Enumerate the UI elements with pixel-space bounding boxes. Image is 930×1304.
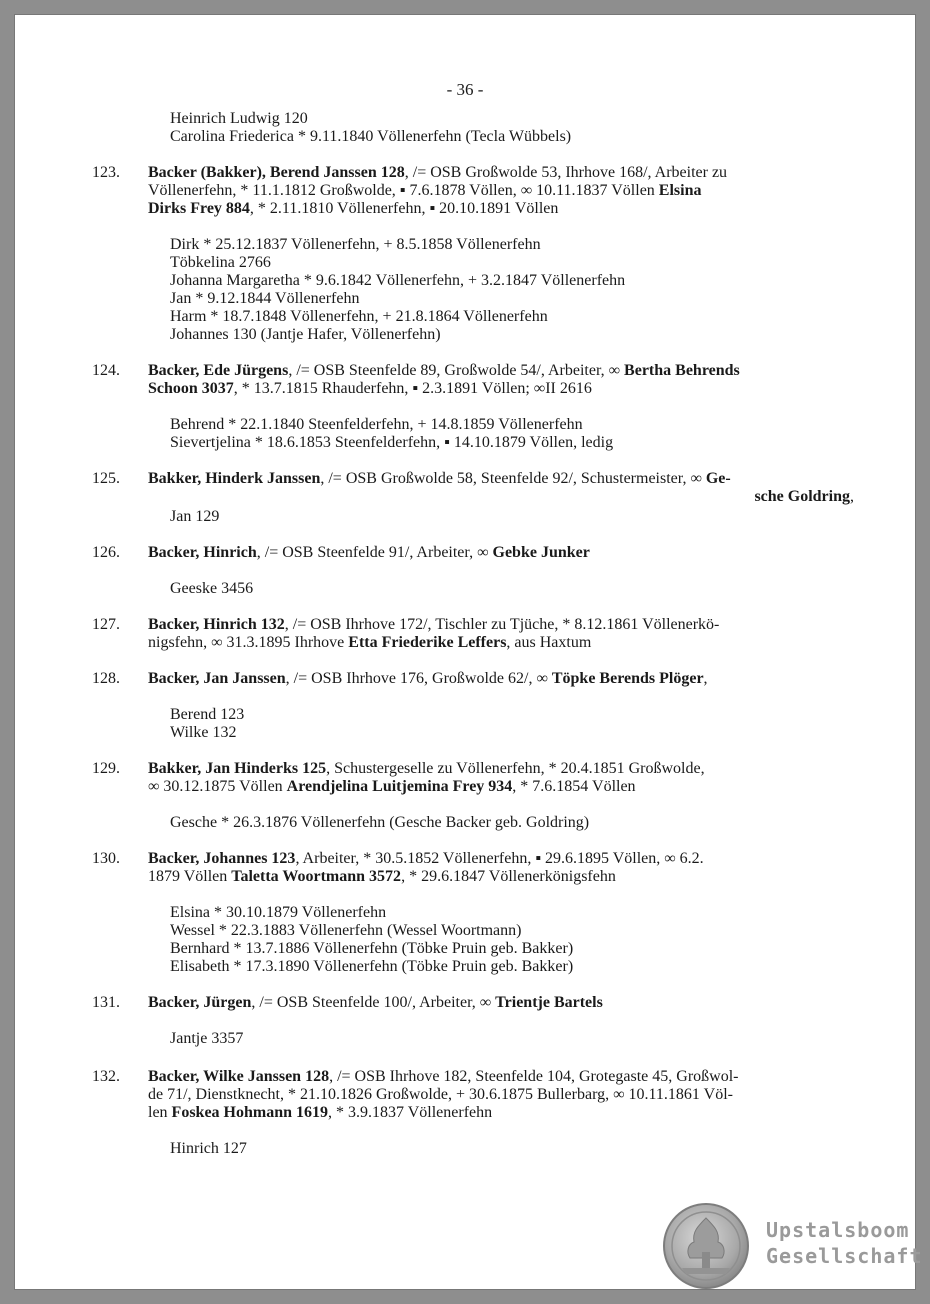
entry-text: , /= OSB Steenfelde 91/, Arbeiter, ∞ [256,544,493,561]
spouse-name: Schoon 3037 [148,380,234,397]
entry-line [754,488,854,506]
entry-name: Backer (Bakker), Berend Janssen 128 [148,164,405,181]
spouse-name: Foskea Hohmann 1619 [171,1104,329,1121]
child-line: Wessel * 22.3.1883 Völlenerfehn (Wessel Woortmann) [170,922,522,939]
entry-text: , [703,670,708,687]
child-line: Carolina Friederica * 9.11.1840 Völlenerfehn (Tecla Wübbels) [170,128,572,145]
entry-name: Backer, Wilke Janssen 128 [148,1068,330,1085]
entry-text: , /= OSB Steenfelde 89, Großwolde 54/, Arbeiter, ∞ [288,362,625,379]
spouse-name: Bertha Behrends [624,362,740,379]
entry-line [148,994,603,1012]
entry-name: Backer, Jan Janssen [148,670,286,687]
entry-text: , * 2.11.1810 Völlenerfehn, ▪ 20.10.1891 Völlen [249,200,559,217]
child-line: Johanna Margaretha * 9.6.1842 Völlenerfehn, + 3.2.1847 Völlenerfehn [170,272,626,289]
child-line: Töbkelina 2766 [170,254,271,271]
entry-number: 123. [92,164,120,181]
entry-line [148,850,704,868]
child-line: Gesche * 26.3.1876 Völlenerfehn (Gesche Backer geb. Goldring) [170,814,590,831]
child-line: Jan * 9.12.1844 Völlenerfehn [170,290,360,307]
spouse-name: Taletta Woortmann 3572 [231,868,402,885]
entry-line [148,362,740,380]
entry-line [148,1104,492,1122]
entry-line [148,778,636,796]
entry-text: , /= OSB Ihrhove 176, Großwolde 62/, ∞ [285,670,552,687]
entry-text: , Arbeiter, * 30.5.1852 Völlenerfehn, ▪ 29.6.1895 Völlen, ∞ 6.2. [295,850,704,867]
entry-line [148,616,719,634]
entry-number: 127. [92,616,120,633]
entry-name: Bakker, Hinderk Janssen [148,470,321,487]
entry-line [148,544,590,562]
spouse-name: Töpke Berends Plöger [551,670,704,687]
entry-line [148,1068,738,1086]
entry-text: , /= OSB Großwolde 53, Ihrhove 168/, Arbeiter zu [404,164,728,181]
society-name-line1: Upstalsboom [766,1218,910,1242]
page-number: - 36 - [446,80,484,99]
entry-number: 131. [92,994,120,1011]
entry-number: 132. [92,1068,120,1085]
child-line: Berend 123 [170,706,245,723]
entry-text: ∞ 30.12.1875 Völlen [148,778,287,795]
seal-logo-icon [662,1202,750,1290]
entry-line [148,670,708,688]
spouse-name: Gebke Junker [492,544,590,561]
entry-text: , * 29.6.1847 Völlenerkönigsfehn [401,868,616,885]
child-line: Heinrich Ludwig 120 [170,110,308,127]
child-line: Bernhard * 13.7.1886 Völlenerfehn (Töbke Pruin geb. Bakker) [170,940,574,957]
child-line: Johannes 130 (Jantje Hafer, Völlenerfehn) [170,326,441,343]
entry-text: , /= OSB Ihrhove 182, Steenfelde 104, Grotegaste 45, Großwol- [329,1068,739,1085]
child-line: Sievertjelina * 18.6.1853 Steenfelderfehn, ▪ 14.10.1879 Völlen, ledig [170,434,614,451]
child-line: Hinrich 127 [170,1140,247,1157]
child-line: Jantje 3357 [170,1030,244,1047]
spouse-name: Etta Friederike Leffers [348,634,507,651]
entry-number: 125. [92,470,120,487]
entry-number: 129. [92,760,120,777]
society-name-line2: Gesellschaft [766,1244,923,1268]
child-line: Behrend * 22.1.1840 Steenfelderfehn, + 14.8.1859 Völlenerfehn [170,416,583,433]
entry-text: , /= OSB Großwolde 58, Steenfelde 92/, Schustermeister, ∞ [320,470,706,487]
child-line: Geeske 3456 [170,580,254,597]
child-line: Dirk * 25.12.1837 Völlenerfehn, + 8.5.1858 Völlenerfehn [170,236,541,253]
spouse-name: Elsina [658,182,702,199]
entry-name: Backer, Hinrich [148,544,257,561]
entry-line [148,182,701,200]
entry-text: , aus Haxtum [506,634,592,651]
entry-line [148,760,705,778]
child-line: Jan 129 [170,508,220,525]
child-line: Elisabeth * 17.3.1890 Völlenerfehn (Töbke Pruin geb. Bakker) [170,958,574,975]
spouse-name: Arendjelina Luitjemina Frey 934 [286,778,513,795]
entry-text: , [850,488,854,505]
entry-number: 126. [92,544,120,561]
entry-text: Völlenerfehn, * 11.1.1812 Großwolde, ▪ 7.6.1878 Völlen, ∞ 10.11.1837 Völlen [148,182,659,199]
entry-number: 124. [92,362,120,379]
entry-text: , /= OSB Ihrhove 172/, Tischler zu Tjüche, * 8.12.1861 Völlenerkö- [284,616,720,633]
entry-text: , Schustergeselle zu Völlenerfehn, * 20.4.1851 Großwolde, [326,760,705,777]
entry-line [148,868,616,886]
entry-name: Backer, Ede Jürgens [148,362,289,379]
entry-name: Bakker, Jan Hinderks 125 [148,760,327,777]
entry-text: 1879 Völlen [148,868,232,885]
entry-text: len [148,1104,172,1121]
document-page [14,14,923,1290]
spouse-name: sche Goldring [754,488,850,505]
entry-text: , * 7.6.1854 Völlen [512,778,636,795]
entry-line: de 71/, Dienstknecht, * 21.10.1826 Großwolde, + 30.6.1875 Bullerbarg, ∞ 10.11.1861 Völ- [148,1086,733,1103]
entry-line [148,470,731,488]
entry-name: Backer, Johannes 123 [148,850,296,867]
entry-text: , /= OSB Steenfelde 100/, Arbeiter, ∞ [251,994,496,1011]
entry-line [148,164,727,182]
child-line: Harm * 18.7.1848 Völlenerfehn, + 21.8.1864 Völlenerfehn [170,308,548,325]
entry-line [148,380,592,398]
spouse-name: Trientje Bartels [495,994,603,1011]
entry-number: 128. [92,670,120,687]
entry-text: nigsfehn, ∞ 31.3.1895 Ihrhove [148,634,349,651]
entry-text: , * 3.9.1837 Völlenerfehn [328,1104,493,1121]
entry-number: 130. [92,850,120,867]
entry-name: Backer, Hinrich 132 [148,616,285,633]
spouse-name: Dirks Frey 884 [148,200,250,217]
child-line: Elsina * 30.10.1879 Völlenerfehn [170,904,387,921]
spouse-name: Ge- [705,470,731,487]
entry-line [148,200,558,218]
entry-line [148,634,591,652]
entry-name: Backer, Jürgen [148,994,252,1011]
child-line: Wilke 132 [170,724,237,741]
entry-text: , * 13.7.1815 Rhauderfehn, ▪ 2.3.1891 Völlen; ∞II 2616 [233,380,592,397]
